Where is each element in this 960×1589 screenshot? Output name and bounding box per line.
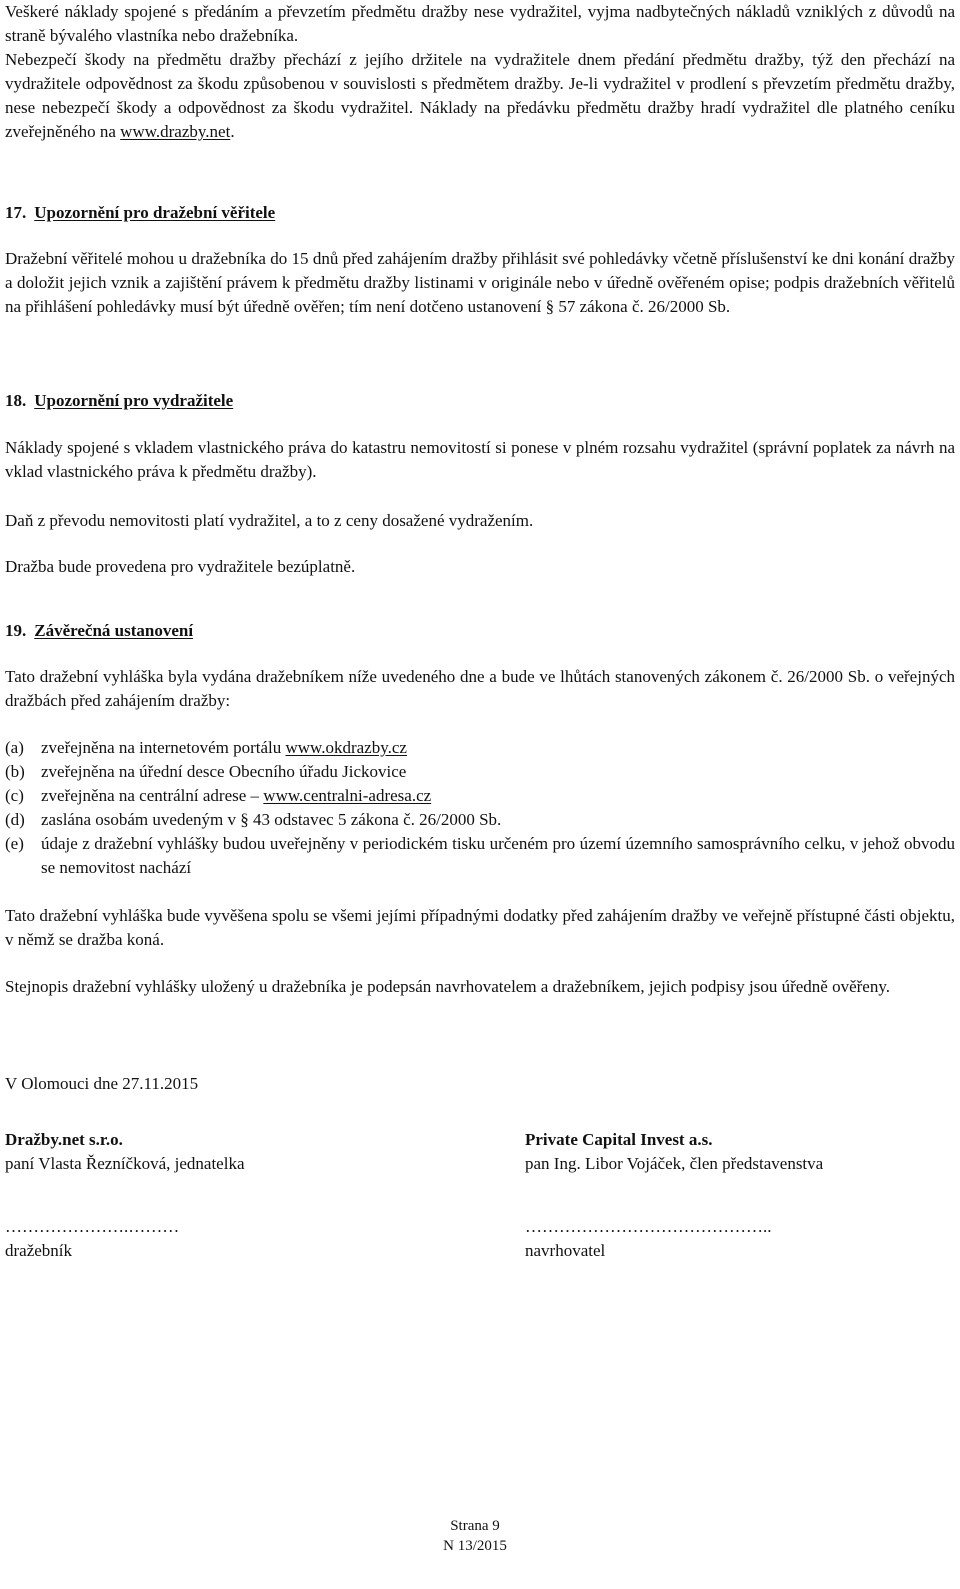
intro-paragraph-2-text: Nebezpečí škody na předmětu dražby přechází z jejího držitele na vydražitele dnem předání předmětu dražby, týž den přechází na vydražitele odpovědnost za škodu způsobenou v souvislosti s předmětem dražby. Je-li vydražitel v prodlení s převzetím předmětu dražby, nese nebezpečí škody a odpovědnost za škodu vydražitel. Náklady na předávku předmětu dražby hradí vydražitel dle platného ceníku zveřejněného na: [5, 50, 955, 141]
list-item-label: zveřejněna na internetovém portálu: [41, 738, 286, 757]
list-item: [5, 832, 955, 880]
list-item: [5, 760, 955, 784]
intro-paragraph-2: [5, 48, 955, 144]
proposer-person: pan Ing. Libor Vojáček, člen představenstva: [525, 1154, 824, 1173]
publication-list: [5, 736, 955, 880]
list-item-mark: (a): [5, 738, 24, 757]
okdrazby-link[interactable]: www.okdrazby.cz: [285, 738, 407, 757]
section-19-number: 19.: [5, 621, 27, 640]
list-item-mark: (b): [5, 762, 25, 781]
centralni-adresa-link[interactable]: www.centralni-adresa.cz: [263, 786, 432, 805]
section-19-paragraph-1: Tato dražební vyhláška byla vydána dražebníkem níže uvedeného dne a bude ve lhůtách stanovených zákonem č. 26/2000 Sb. o veřejných dražbách před zahájením dražby:: [5, 667, 955, 710]
section-17-text: Dražební věřitelé mohou u dražebníka do 15 dnů před zahájením dražby přihlásit své pohledávky včetně příslušenství ke dni konání dražby a doložit jejich vznik a zajištění právem k předmětu dražby listinami v originále nebo v úředně ověřeném opise; podpis dražebních věřitelů na přihlášení pohledávky musí být úředně ověřen; tím není dotčeno ustanovení § 57 zákona č. 26/2000 Sb.: [5, 249, 955, 316]
section-18-paragraph-3: Dražba bude provedena pro vydražitele bezúplatně.: [5, 557, 356, 576]
proposer-role: navrhovatel: [525, 1241, 606, 1260]
auctioneer-signature-line: ………………….………: [5, 1217, 180, 1236]
auctioneer-role: dražebník: [5, 1241, 73, 1260]
list-item: [5, 736, 955, 760]
list-item-mark: (e): [5, 834, 24, 853]
section-17: [5, 201, 955, 319]
section-19: [5, 619, 955, 999]
signature-right: [525, 1128, 823, 1263]
intro-block: [5, 0, 955, 144]
list-item-mark: (d): [5, 810, 25, 829]
list-item-text: [41, 736, 955, 760]
list-item-mark: (c): [5, 786, 24, 805]
proposer-signature-line: ……………………………………..: [525, 1217, 772, 1236]
section-19-paragraph-3: Stejnopis dražební vyhlášky uložený u dražebníka je podepsán navrhovatelem a dražebníkem, jejich podpisy jsou úředně ověřeny.: [5, 977, 890, 996]
section-17-number: 17.: [5, 203, 27, 222]
page-footer: [0, 1516, 950, 1556]
document-reference: N 13/2015: [443, 1538, 507, 1554]
list-item-text: [41, 784, 955, 808]
section-18-number: 18.: [5, 391, 27, 410]
intro-paragraph-1: Veškeré náklady spojené s předáním a převzetím předmětu dražby nese vydražitel, vyjma nadbytečných nákladů vzniklých z důvodů na straně bývalého vlastníka nebo dražebníka.: [5, 2, 955, 45]
list-item: [5, 784, 955, 808]
section-17-title: Upozornění pro dražební věřitele: [34, 203, 276, 222]
section-19-paragraph-2: Tato dražební vyhláška bude vyvěšena spolu se všemi jejími případnými dodatky před zahájením dražby ve veřejně přístupné části objektu, v němž se dražba koná.: [5, 906, 955, 949]
section-17-heading: [5, 201, 955, 225]
proposer-name: Private Capital Invest a.s.: [525, 1130, 713, 1149]
list-item-label: zveřejněna na centrální adrese –: [41, 786, 264, 805]
place-date: V Olomouci dne 27.11.2015: [5, 1074, 199, 1093]
section-18-heading: [5, 389, 955, 413]
section-18-paragraph-2: Daň z převodu nemovitosti platí vydražitel, a to z ceny dosažené vydražením.: [5, 511, 534, 530]
section-18-paragraph-1: Náklady spojené s vkladem vlastnického práva do katastru nemovitostí si ponese v plném rozsahu vydražitel (správní poplatek za návrh na vklad vlastnického práva k předmětu dražby).: [5, 438, 955, 481]
signature-left: [5, 1128, 245, 1263]
list-item: [5, 808, 955, 832]
intro-paragraph-2-end: .: [230, 122, 235, 141]
section-19-title: Závěrečná ustanovení: [34, 621, 194, 640]
list-item-text: údaje z dražební vyhlášky budou uveřejněny v periodickém tisku určeném pro území územního samosprávního celku, v jehož obvodu se nemovitost nachází: [41, 834, 955, 877]
page-number: Strana 9: [450, 1518, 500, 1534]
auctioneer-name: Dražby.net s.r.o.: [5, 1130, 123, 1149]
section-18-title: Upozornění pro vydražitele: [34, 391, 234, 410]
list-item-text: zaslána osobám uvedeným v § 43 odstavec 5 zákona č. 26/2000 Sb.: [41, 810, 502, 829]
section-19-heading: [5, 619, 955, 643]
drazby-link[interactable]: www.drazby.net: [120, 122, 231, 141]
auctioneer-person: paní Vlasta Řezníčková, jednatelka: [5, 1154, 245, 1173]
section-18: [5, 389, 955, 579]
list-item-text: zveřejněna na úřední desce Obecního úřadu Jickovice: [41, 762, 407, 781]
signature-block: [5, 1128, 955, 1318]
